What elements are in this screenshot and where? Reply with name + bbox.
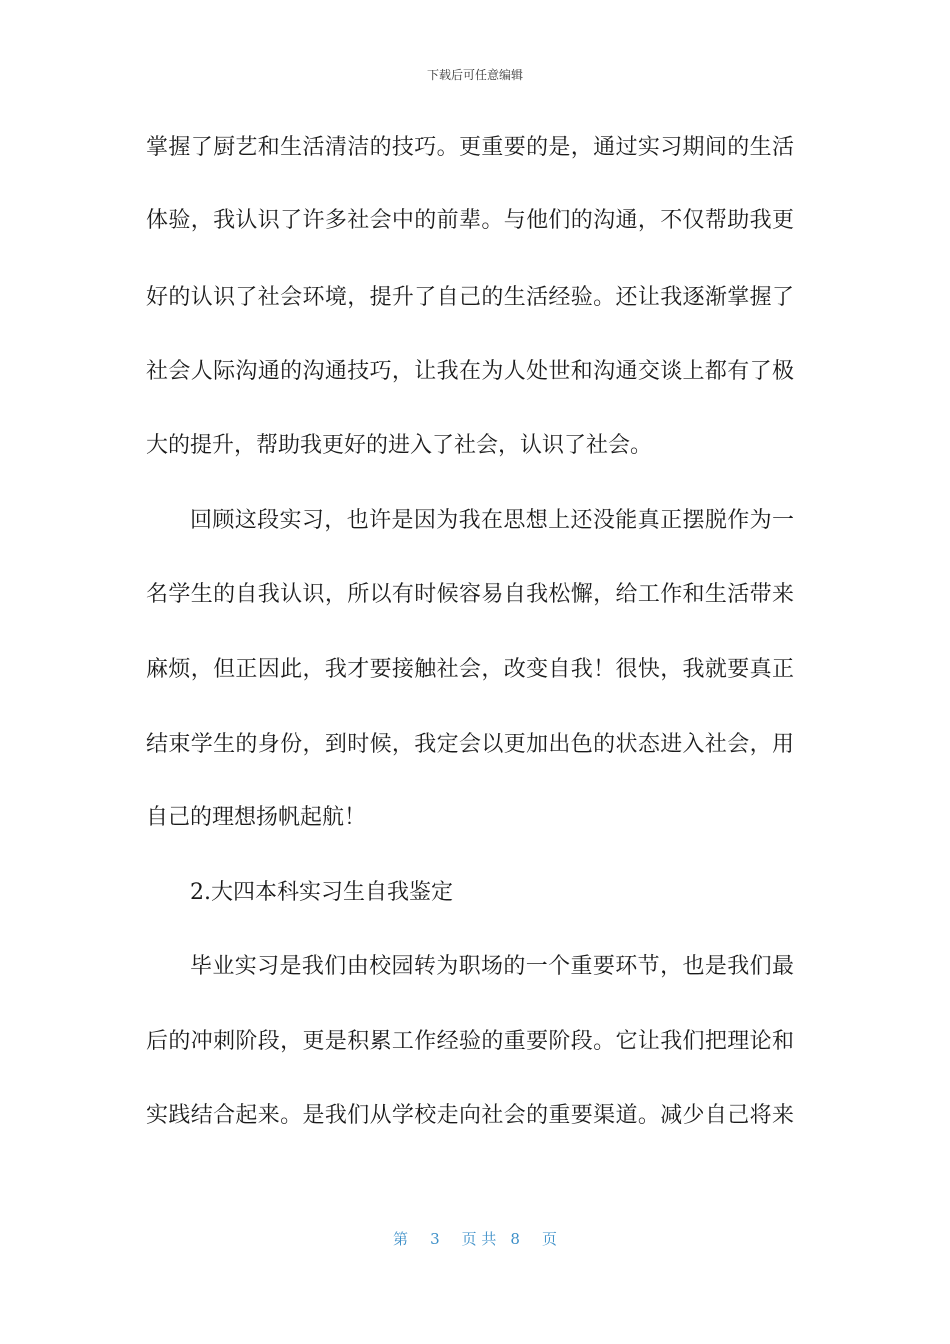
footer-ye: 页	[541, 1230, 557, 1248]
text-line: 社会人际沟通的沟通技巧，让我在为人处世和沟通交谈上都有了极	[146, 359, 794, 384]
section-heading: 2.大四本科实习生自我鉴定	[190, 880, 453, 905]
text-line: 好的认识了社会环境，提升了自己的生活经验。还让我逐渐掌握了	[146, 285, 794, 310]
text-line: 实践结合起来。是我们从学校走向社会的重要渠道。减少自己将来	[146, 1103, 794, 1128]
footer-di: 第	[393, 1230, 409, 1248]
text-line: 体验，我认识了许多社会中的前辈。与他们的沟通，不仅帮助我更	[146, 208, 794, 233]
footer-total: 8	[510, 1230, 520, 1248]
page-number-footer	[0, 1228, 950, 1249]
text-line: 毕业实习是我们由校园转为职场的一个重要环节，也是我们最	[190, 954, 794, 979]
text-line: 后的冲刺阶段，更是积累工作经验的重要阶段。它让我们把理论和	[146, 1029, 794, 1054]
text-line: 自己的理想扬帆起航！	[146, 805, 367, 830]
footer-ye-gong: 页 共	[461, 1230, 497, 1248]
text-line: 名学生的自我认识，所以有时候容易自我松懈，给工作和生活带来	[146, 582, 794, 607]
text-line: 麻烦，但正因此，我才要接触社会，改变自我！很快，我就要真正	[146, 657, 794, 682]
text-line: 大的提升，帮助我更好的进入了社会，认识了社会。	[146, 433, 653, 458]
text-line: 回顾这段实习，也许是因为我在思想上还没能真正摆脱作为一	[190, 508, 794, 533]
text-line: 掌握了厨艺和生活清洁的技巧。更重要的是，通过实习期间的生活	[146, 135, 794, 160]
footer-page: 3	[430, 1230, 440, 1248]
header-note: 下载后可任意编辑	[426, 68, 523, 82]
text-line: 结束学生的身份，到时候，我定会以更加出色的状态进入社会，用	[146, 732, 794, 757]
